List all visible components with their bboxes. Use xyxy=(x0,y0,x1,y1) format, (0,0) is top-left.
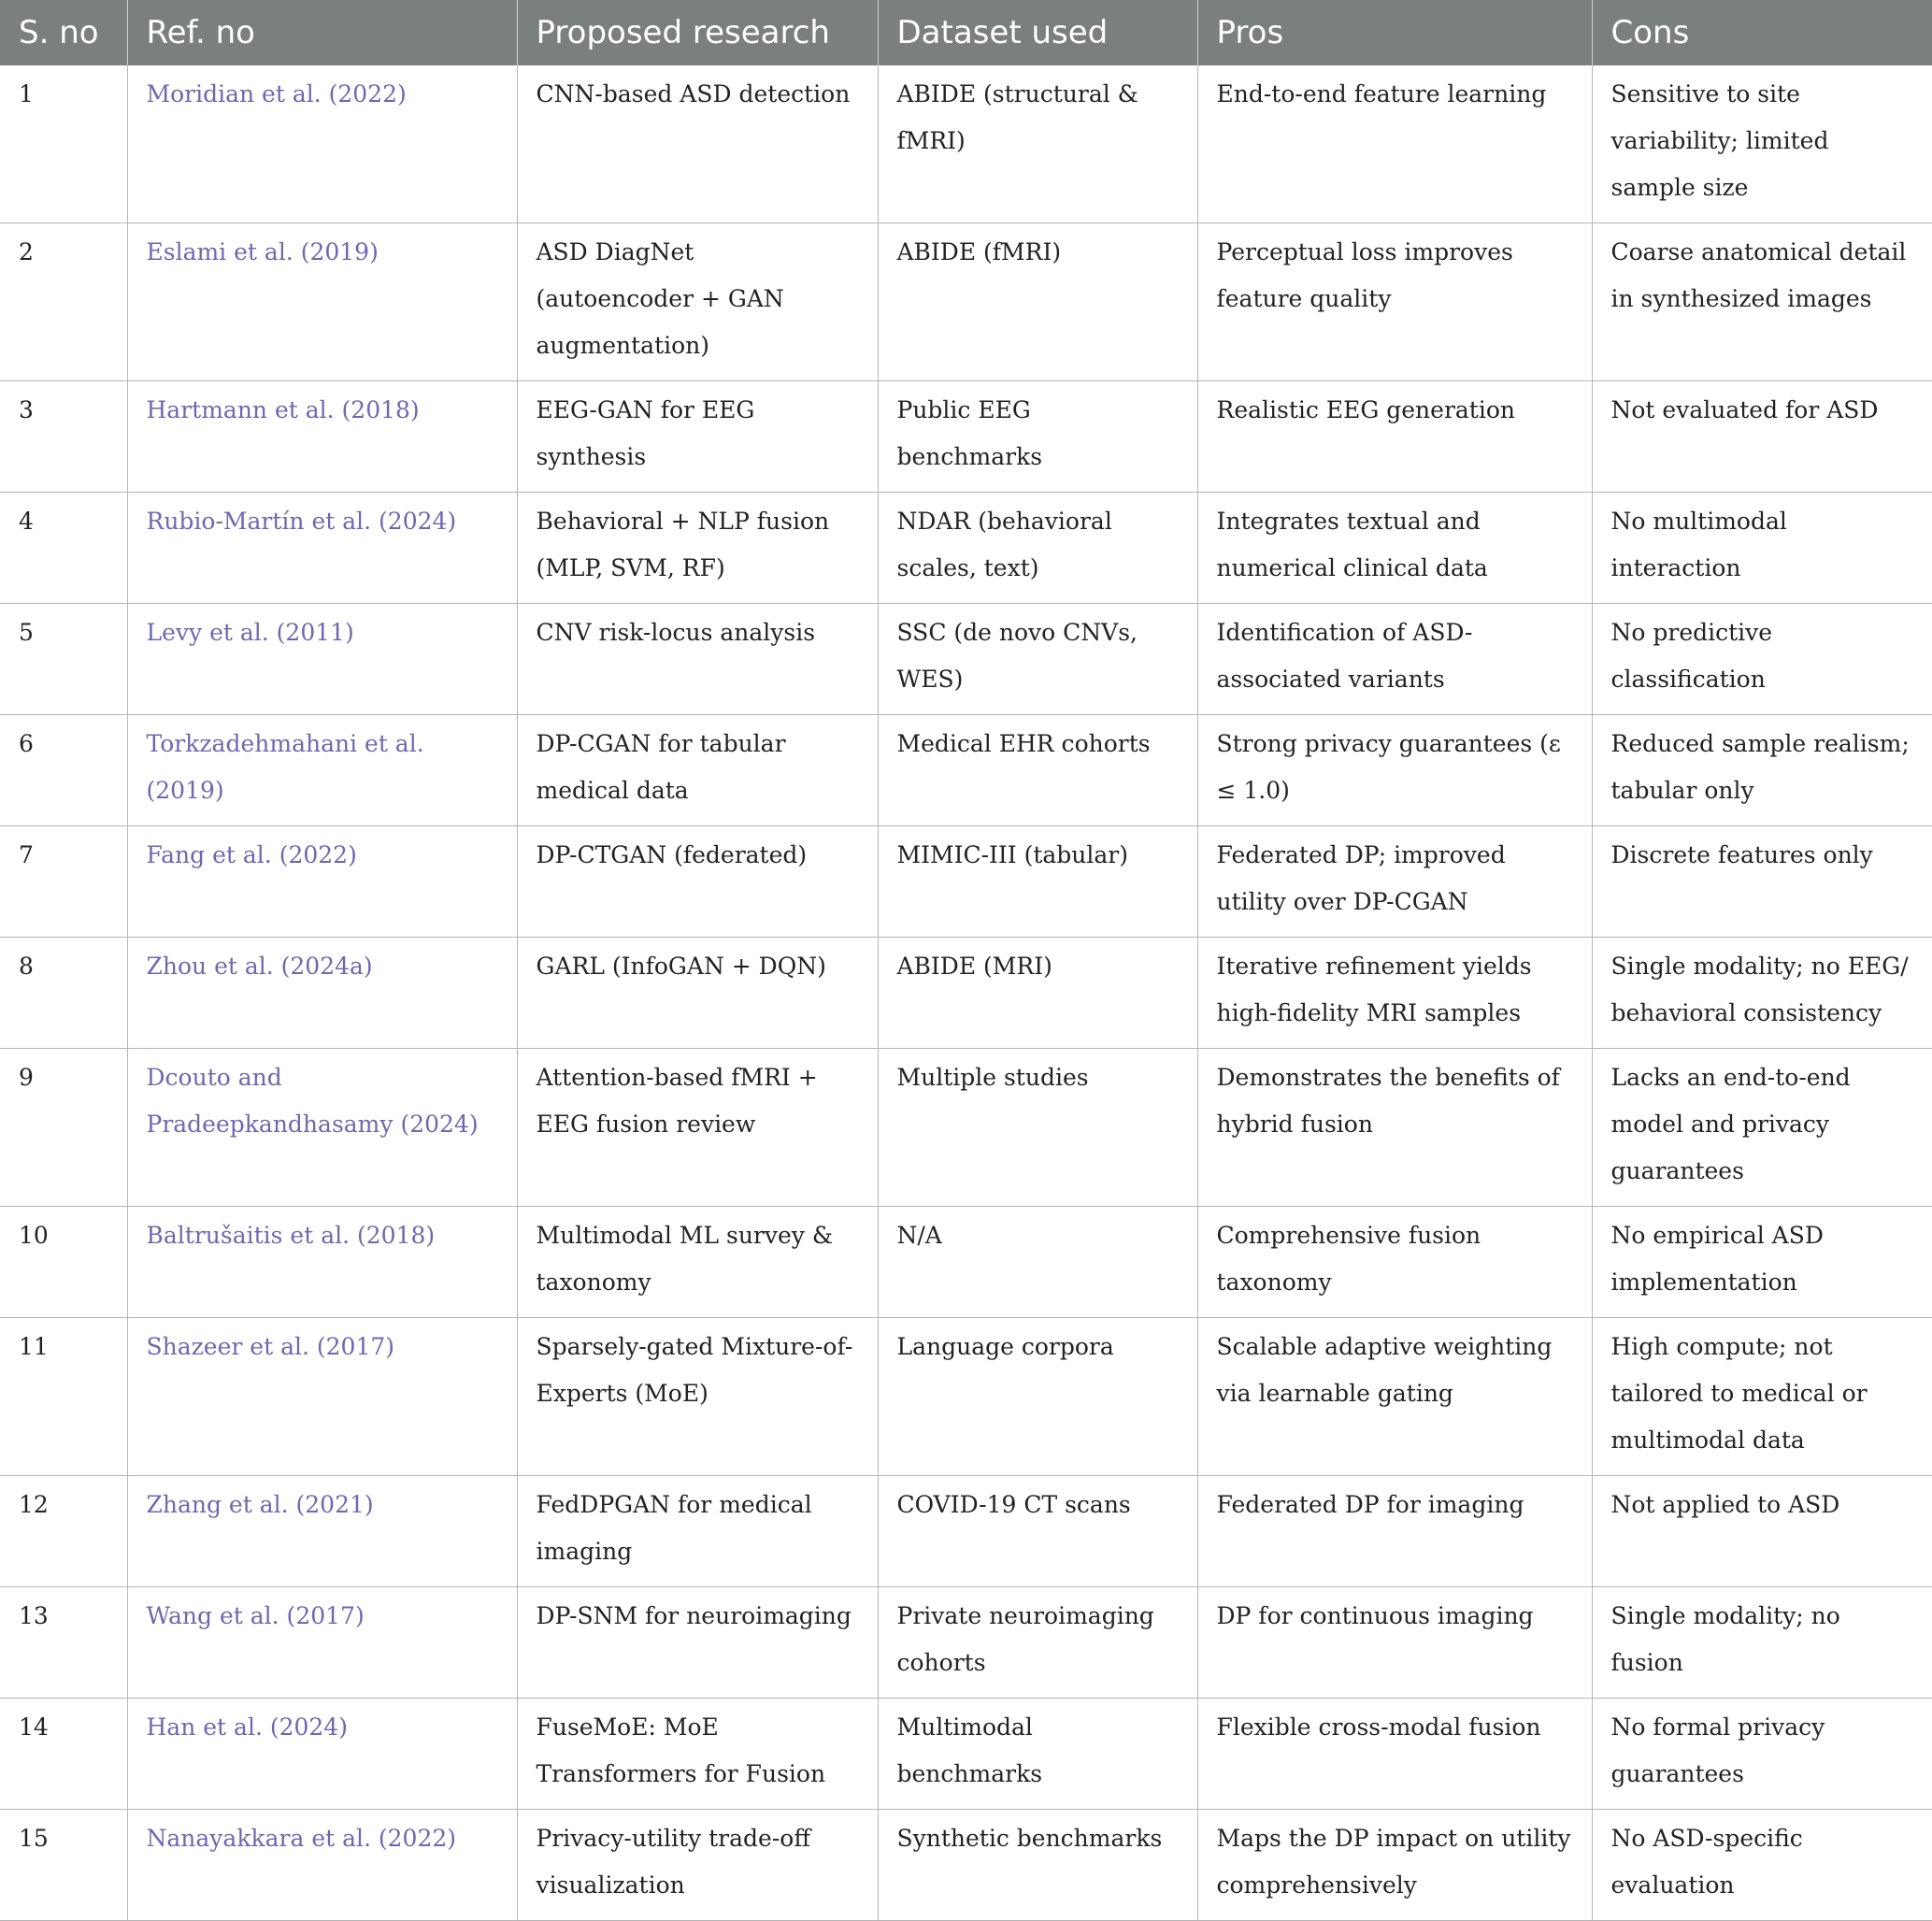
table-row xyxy=(0,1587,1932,1699)
cell-cons: No formal privacy guarantees xyxy=(1592,1699,1932,1810)
cell-sno: 2 xyxy=(0,223,127,381)
cell-ref xyxy=(127,1587,517,1699)
header-ref-no: Ref. no xyxy=(127,0,517,65)
cell-dataset-used: NDAR (behavioral scales, text) xyxy=(878,493,1197,604)
cell-proposed-research: DP-CTGAN (federated) xyxy=(517,826,878,938)
cell-cons: Single modality; no fusion xyxy=(1592,1587,1932,1699)
cell-ref xyxy=(127,493,517,604)
cell-sno: 11 xyxy=(0,1318,127,1476)
cell-proposed-research: EEG-GAN for EEG synthesis xyxy=(517,381,878,493)
cell-dataset-used: Medical EHR cohorts xyxy=(878,715,1197,826)
cell-cons: No predictive classification xyxy=(1592,604,1932,715)
cell-sno: 5 xyxy=(0,604,127,715)
cell-dataset-used: ABIDE (structural & fMRI) xyxy=(878,65,1197,223)
table-row xyxy=(0,604,1932,715)
cell-pros: Integrates textual and numerical clinical data xyxy=(1197,493,1592,604)
reference-link[interactable]: Dcouto and Pradeepkandhasamy (2024) xyxy=(146,1064,479,1138)
reference-link[interactable]: Baltrušaitis et al. (2018) xyxy=(146,1222,436,1249)
cell-pros: Iterative refinement yields high-fidelity MRI samples xyxy=(1197,938,1592,1049)
cell-cons: Not applied to ASD xyxy=(1592,1476,1932,1587)
table-row xyxy=(0,938,1932,1049)
cell-proposed-research: FedDPGAN for medical imaging xyxy=(517,1476,878,1587)
reference-link[interactable]: Han et al. (2024) xyxy=(146,1713,348,1741)
cell-ref xyxy=(127,938,517,1049)
cell-pros: DP for continuous imaging xyxy=(1197,1587,1592,1699)
cell-ref xyxy=(127,223,517,381)
cell-proposed-research: Multimodal ML survey & taxonomy xyxy=(517,1207,878,1318)
cell-dataset-used: N/A xyxy=(878,1207,1197,1318)
cell-proposed-research: ASD DiagNet (autoencoder + GAN augmentation) xyxy=(517,223,878,381)
reference-link[interactable]: Moridian et al. (2022) xyxy=(146,80,407,108)
cell-proposed-research: DP-CGAN for tabular medical data xyxy=(517,715,878,826)
cell-proposed-research: Privacy-utility trade-off visualization xyxy=(517,1810,878,1921)
cell-ref xyxy=(127,715,517,826)
reference-link[interactable]: Rubio-Martín et al. (2024) xyxy=(146,508,457,535)
table-row xyxy=(0,1810,1932,1921)
cell-sno: 12 xyxy=(0,1476,127,1587)
cell-pros: Perceptual loss improves feature quality xyxy=(1197,223,1592,381)
cell-cons: Discrete features only xyxy=(1592,826,1932,938)
table-row xyxy=(0,1318,1932,1476)
cell-ref xyxy=(127,1699,517,1810)
cell-cons: High compute; not tailored to medical or multimodal data xyxy=(1592,1318,1932,1476)
cell-dataset-used: Multiple studies xyxy=(878,1049,1197,1207)
cell-pros: Federated DP for imaging xyxy=(1197,1476,1592,1587)
cell-pros: Comprehensive fusion taxonomy xyxy=(1197,1207,1592,1318)
cell-cons: No multimodal interaction xyxy=(1592,493,1932,604)
cell-ref xyxy=(127,1476,517,1587)
cell-proposed-research: DP-SNM for neuroimaging xyxy=(517,1587,878,1699)
cell-cons: Not evaluated for ASD xyxy=(1592,381,1932,493)
table-row xyxy=(0,1476,1932,1587)
cell-cons: No empirical ASD implementation xyxy=(1592,1207,1932,1318)
cell-dataset-used: Multimodal benchmarks xyxy=(878,1699,1197,1810)
cell-sno: 7 xyxy=(0,826,127,938)
cell-cons: Sensitive to site variability; limited sample size xyxy=(1592,65,1932,223)
cell-proposed-research: Behavioral + NLP fusion (MLP, SVM, RF) xyxy=(517,493,878,604)
cell-sno: 13 xyxy=(0,1587,127,1699)
cell-cons: Reduced sample realism; tabular only xyxy=(1592,715,1932,826)
reference-link[interactable]: Zhang et al. (2021) xyxy=(146,1491,374,1518)
table-row xyxy=(0,381,1932,493)
cell-dataset-used: Synthetic benchmarks xyxy=(878,1810,1197,1921)
reference-link[interactable]: Wang et al. (2017) xyxy=(146,1602,365,1629)
cell-sno: 6 xyxy=(0,715,127,826)
cell-sno: 10 xyxy=(0,1207,127,1318)
cell-ref xyxy=(127,1049,517,1207)
reference-link[interactable]: Fang et al. (2022) xyxy=(146,841,357,868)
cell-proposed-research: Sparsely-gated Mixture-of-Experts (MoE) xyxy=(517,1318,878,1476)
cell-proposed-research: CNN-based ASD detection xyxy=(517,65,878,223)
cell-ref xyxy=(127,604,517,715)
cell-cons: No ASD-specific evaluation xyxy=(1592,1810,1932,1921)
cell-ref xyxy=(127,1810,517,1921)
reference-link[interactable]: Levy et al. (2011) xyxy=(146,619,354,646)
cell-proposed-research: FuseMoE: MoE Transformers for Fusion xyxy=(517,1699,878,1810)
cell-cons: Lacks an end-to-end model and privacy guarantees xyxy=(1592,1049,1932,1207)
table-body xyxy=(0,65,1932,1921)
cell-pros: Strong privacy guarantees (ε ≤ 1.0) xyxy=(1197,715,1592,826)
reference-link[interactable]: Zhou et al. (2024a) xyxy=(146,953,373,980)
cell-dataset-used: Language corpora xyxy=(878,1318,1197,1476)
header-dataset-used: Dataset used xyxy=(878,0,1197,65)
cell-pros: Scalable adaptive weighting via learnable gating xyxy=(1197,1318,1592,1476)
cell-pros: Flexible cross-modal fusion xyxy=(1197,1699,1592,1810)
table-row xyxy=(0,715,1932,826)
cell-pros: Maps the DP impact on utility comprehensively xyxy=(1197,1810,1592,1921)
reference-link[interactable]: Shazeer et al. (2017) xyxy=(146,1333,395,1360)
cell-sno: 15 xyxy=(0,1810,127,1921)
cell-ref xyxy=(127,65,517,223)
cell-dataset-used: Private neuroimaging cohorts xyxy=(878,1587,1197,1699)
cell-pros: End-to-end feature learning xyxy=(1197,65,1592,223)
cell-ref xyxy=(127,826,517,938)
table-row xyxy=(0,65,1932,223)
table-row xyxy=(0,1699,1932,1810)
cell-sno: 9 xyxy=(0,1049,127,1207)
cell-dataset-used: MIMIC-III (tabular) xyxy=(878,826,1197,938)
cell-pros: Demonstrates the benefits of hybrid fusion xyxy=(1197,1049,1592,1207)
reference-link[interactable]: Eslami et al. (2019) xyxy=(146,238,379,265)
cell-ref xyxy=(127,1207,517,1318)
cell-ref xyxy=(127,381,517,493)
cell-proposed-research: GARL (InfoGAN + DQN) xyxy=(517,938,878,1049)
table-row xyxy=(0,1207,1932,1318)
table-row xyxy=(0,493,1932,604)
cell-cons: Single modality; no EEG/ behavioral consistency xyxy=(1592,938,1932,1049)
cell-dataset-used: ABIDE (MRI) xyxy=(878,938,1197,1049)
header-cons: Cons xyxy=(1592,0,1932,65)
table-header-row xyxy=(0,0,1932,65)
cell-pros: Identification of ASD-associated variants xyxy=(1197,604,1592,715)
cell-pros: Realistic EEG generation xyxy=(1197,381,1592,493)
table-row xyxy=(0,826,1932,938)
table-row xyxy=(0,223,1932,381)
table-row xyxy=(0,1049,1932,1207)
cell-sno: 4 xyxy=(0,493,127,604)
cell-sno: 3 xyxy=(0,381,127,493)
cell-proposed-research: Attention-based fMRI + EEG fusion review xyxy=(517,1049,878,1207)
header-proposed-research: Proposed research xyxy=(517,0,878,65)
cell-dataset-used: ABIDE (fMRI) xyxy=(878,223,1197,381)
reference-link[interactable]: Nanayakkara et al. (2022) xyxy=(146,1825,457,1852)
cell-pros: Federated DP; improved utility over DP-CGAN xyxy=(1197,826,1592,938)
reference-link[interactable]: Torkzadehmahani et al. (2019) xyxy=(146,730,424,804)
cell-sno: 8 xyxy=(0,938,127,1049)
cell-dataset-used: Public EEG benchmarks xyxy=(878,381,1197,493)
cell-sno: 1 xyxy=(0,65,127,223)
header-sno: S. no xyxy=(0,0,127,65)
header-pros: Pros xyxy=(1197,0,1592,65)
cell-dataset-used: SSC (de novo CNVs, WES) xyxy=(878,604,1197,715)
cell-proposed-research: CNV risk-locus analysis xyxy=(517,604,878,715)
reference-link[interactable]: Hartmann et al. (2018) xyxy=(146,396,420,423)
cell-dataset-used: COVID-19 CT scans xyxy=(878,1476,1197,1587)
cell-ref xyxy=(127,1318,517,1476)
cell-cons: Coarse anatomical detail in synthesized images xyxy=(1592,223,1932,381)
cell-sno: 14 xyxy=(0,1699,127,1810)
